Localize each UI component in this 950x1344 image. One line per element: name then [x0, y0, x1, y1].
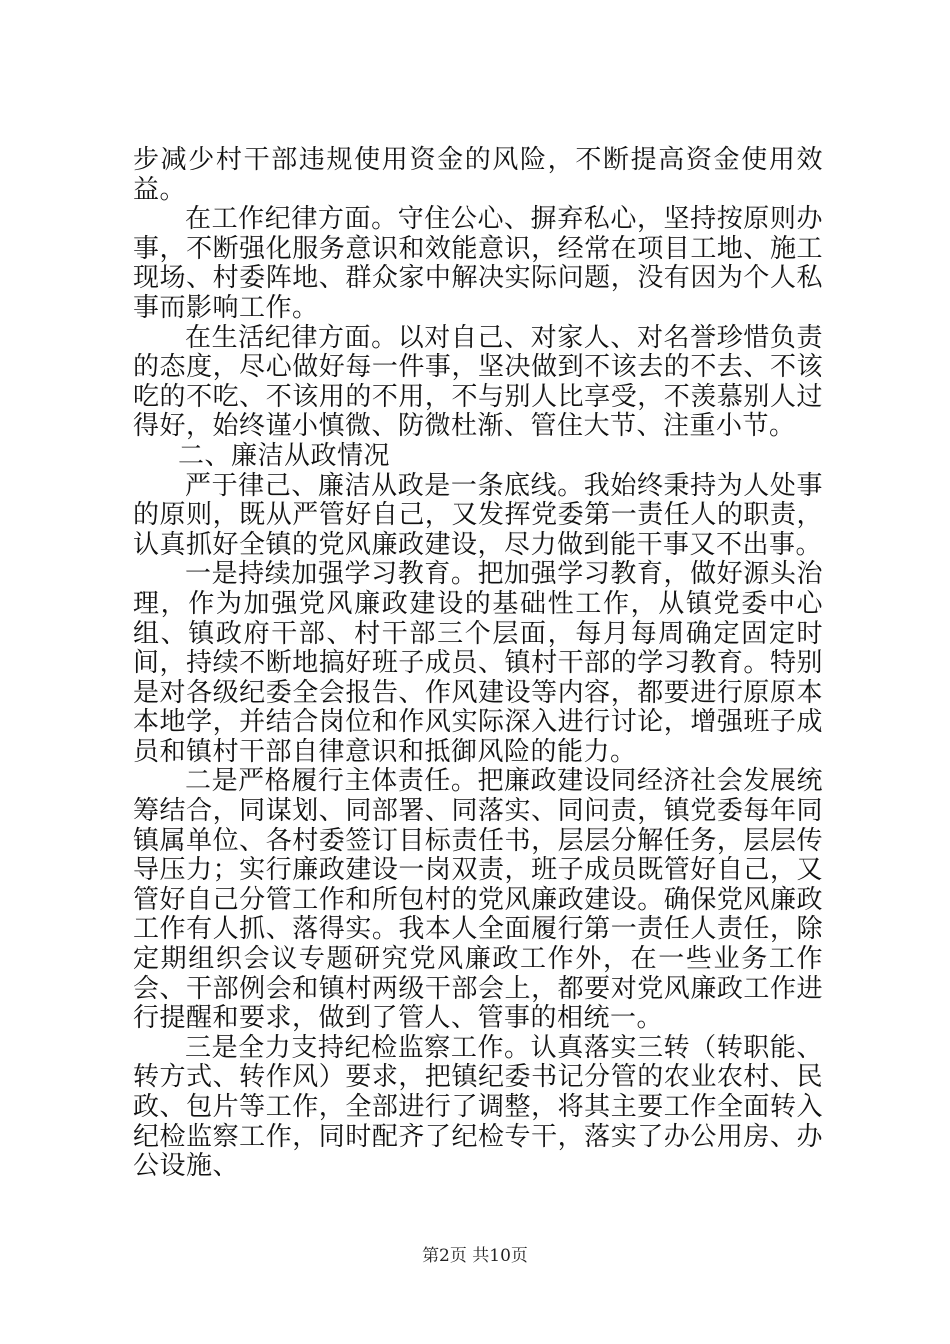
- paragraph-point-two: 二是严格履行主体责任。把廉政建设同经济社会发展统筹结合，同谋划、同部署、同落实、同问责，镇党委每年同镇属单位、各村委签订目标责任书，层层分解任务，层层传导压力；实行廉政建设一岗双责，班子成员既管好自己，又管好自己分管工作和所包村的党风廉政建设。确保党风廉政工作有人抓、落得实。我本人全面履行第一责任人责任，除定期组织会议专题研究党风廉政工作外，在一些业务工作会、干部例会和镇村两级干部会上，都要对党风廉政工作进行提醒和要求，做到了管人、管事的相统一。: [133, 766, 823, 1034]
- paragraph-intro: 严于律己、廉洁从政是一条底线。我始终秉持为人处事的原则，既从严管好自己，又发挥党委第一责任人的职责，认真抓好全镇的党风廉政建设，尽力做到能干事又不出事。: [133, 470, 823, 560]
- page-number-footer: 第2页 共10页: [422, 1246, 528, 1266]
- document-body: [133, 146, 823, 1182]
- section-heading: 二、廉洁从政情况: [178, 440, 391, 471]
- paragraph-point-three: 三是全力支持纪检监察工作。认真落实三转（转职能、转方式、转作风）要求，把镇纪委书记分管的农业农村、民政、包片等工作，全部进行了调整，将其主要工作全面转入纪检监察工作，同时配齐了纪检专干，落实了办公用房、办公设施、: [133, 1032, 823, 1182]
- paragraph-point-one: 一是持续加强学习教育。把加强学习教育，做好源头治理，作为加强党风廉政建设的基础性工作，从镇党委中心组、镇政府干部、村干部三个层面，每月每周确定固定时间，持续不断地搞好班子成员、镇村干部的学习教育。特别是对各级纪委全会报告、作风建设等内容，都要进行原原本本地学，并结合岗位和作风实际深入进行讨论，增强班子成员和镇村干部自律意识和抵御风险的能力。: [133, 559, 823, 767]
- paragraph-life-discipline: 在生活纪律方面。以对自己、对家人、对名誉珍惜负责的态度，尽心做好每一件事，坚决做到不该去的不去、不该吃的不吃、不该用的不用，不与别人比享受，不羡慕别人过得好，始终谨小慎微、防微杜渐、管住大节、注重小节。: [133, 322, 823, 442]
- paragraph-work-discipline: 在工作纪律方面。守住公心、摒弃私心，坚持按原则办事，不断强化服务意识和效能意识，经常在项目工地、施工现场、村委阵地、群众家中解决实际问题，没有因为个人私事而影响工作。: [133, 204, 823, 323]
- paragraph-continuation: 步减少村干部违规使用资金的风险，不断提高资金使用效益。: [133, 145, 823, 205]
